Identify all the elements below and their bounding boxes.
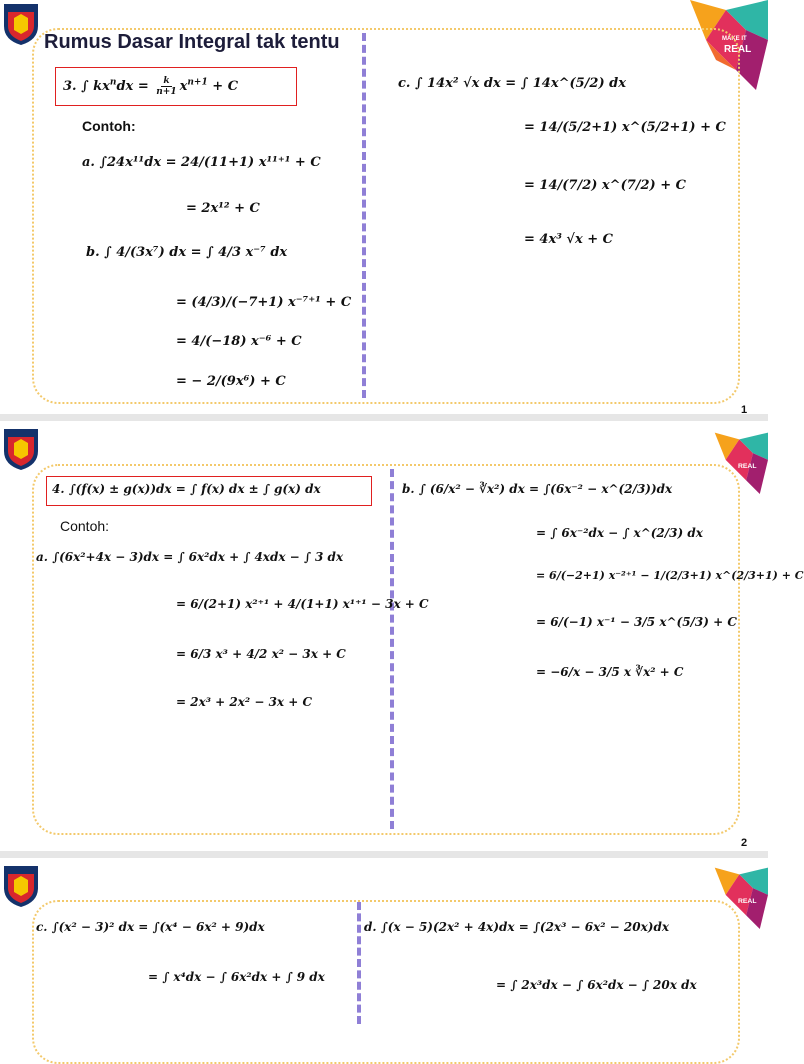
- contoh-label: Contoh:: [60, 518, 110, 534]
- svg-text:REAL: REAL: [737, 463, 757, 471]
- example-b-line-1: b. ∫ 4/(3x⁷) dx = ∫ 4/3 x⁻⁷ dx: [86, 245, 288, 260]
- example-c-line-1: c. ∫ 14x² √x dx = ∫ 14x^(5/2) dx: [398, 76, 626, 91]
- university-seal-icon: [2, 2, 40, 46]
- column-divider: [390, 469, 394, 829]
- content-frame: [32, 464, 740, 835]
- column-divider: [357, 902, 361, 1024]
- example-d-line-2: = ∫ 2x³dx − ∫ 6x²dx − ∫ 20x dx: [496, 978, 697, 992]
- example-b-line-2: = (4/3)/(−7+1) x⁻⁷⁺¹ + C: [176, 295, 352, 310]
- example-b-line-5: = −6/x − 3/5 x ∛x² + C: [536, 665, 684, 679]
- slide-1: [0, 0, 768, 414]
- university-seal-icon: [2, 427, 40, 471]
- slide-3: [0, 858, 768, 1024]
- example-c-line-3: = 14/(7/2) x^(7/2) + C: [524, 178, 686, 193]
- svg-text:REAL: REAL: [724, 44, 752, 55]
- example-d-line-1: d. ∫(x − 5)(2x² + 4x)dx = ∫(2x³ − 6x² − 20x)dx: [364, 920, 669, 934]
- example-b-line-3: = 4/(−18) x⁻⁶ + C: [176, 334, 302, 349]
- example-a-line-1: a. ∫24x¹¹dx = 24/(11+1) x¹¹⁺¹ + C: [82, 155, 321, 170]
- example-a-line-2: = 6/(2+1) x²⁺¹ + 4/(1+1) x¹⁺¹ − 3x + C: [176, 597, 429, 611]
- slide-gap: [0, 851, 768, 858]
- rule-formula: 4. ∫(f(x) ± g(x))dx = ∫ f(x) dx ± ∫ g(x) dx: [52, 482, 321, 496]
- slide-2: [0, 421, 804, 851]
- example-a-line-3: = 6/3 x³ + 4/2 x² − 3x + C: [176, 647, 346, 661]
- example-b-line-1: b. ∫ (6/x² − ∛x²) dx = ∫(6x⁻² − x^(2/3))dx: [402, 482, 673, 496]
- page-title: Rumus Dasar Integral tak tentu: [44, 31, 340, 53]
- example-b-line-3: = 6/(−2+1) x⁻²⁺¹ − 1/(2/3+1) x^(2/3+1) + C: [536, 569, 804, 582]
- example-a-line-4: = 2x³ + 2x² − 3x + C: [176, 695, 313, 709]
- page-number: 1: [741, 404, 748, 416]
- svg-text:MAKE IT: MAKE IT: [722, 36, 747, 42]
- contoh-label: Contoh:: [82, 118, 136, 134]
- university-seal-icon: [2, 864, 40, 908]
- example-c-line-1: c. ∫(x² − 3)² dx = ∫(x⁴ − 6x² + 9)dx: [36, 920, 265, 934]
- example-b-line-4: = − 2/(9x⁶) + C: [176, 374, 286, 389]
- column-divider: [362, 33, 366, 398]
- example-b-line-4: = 6/(−1) x⁻¹ − 3/5 x^(5/3) + C: [536, 615, 737, 629]
- example-a-line-2: = 2x¹² + C: [186, 201, 260, 216]
- svg-text:REAL: REAL: [737, 898, 757, 906]
- example-b-line-2: = ∫ 6x⁻²dx − ∫ x^(2/3) dx: [536, 526, 703, 540]
- slide-gap: [0, 414, 768, 421]
- example-c-line-2: = 14/(5/2+1) x^(5/2+1) + C: [524, 120, 726, 135]
- example-c-line-2: = ∫ x⁴dx − ∫ 6x²dx + ∫ 9 dx: [148, 970, 325, 984]
- example-a-line-1: a. ∫(6x²+4x − 3)dx = ∫ 6x²dx + ∫ 4xdx − ∫ 3 dx: [36, 550, 344, 564]
- example-c-line-4: = 4x³ √x + C: [524, 232, 614, 247]
- rule-formula: 3. ∫ $kx^ndx$ = $\frac{k}{n+1}$ $x^{n+1} + C$: [63, 76, 239, 97]
- page-number: 2: [741, 837, 748, 849]
